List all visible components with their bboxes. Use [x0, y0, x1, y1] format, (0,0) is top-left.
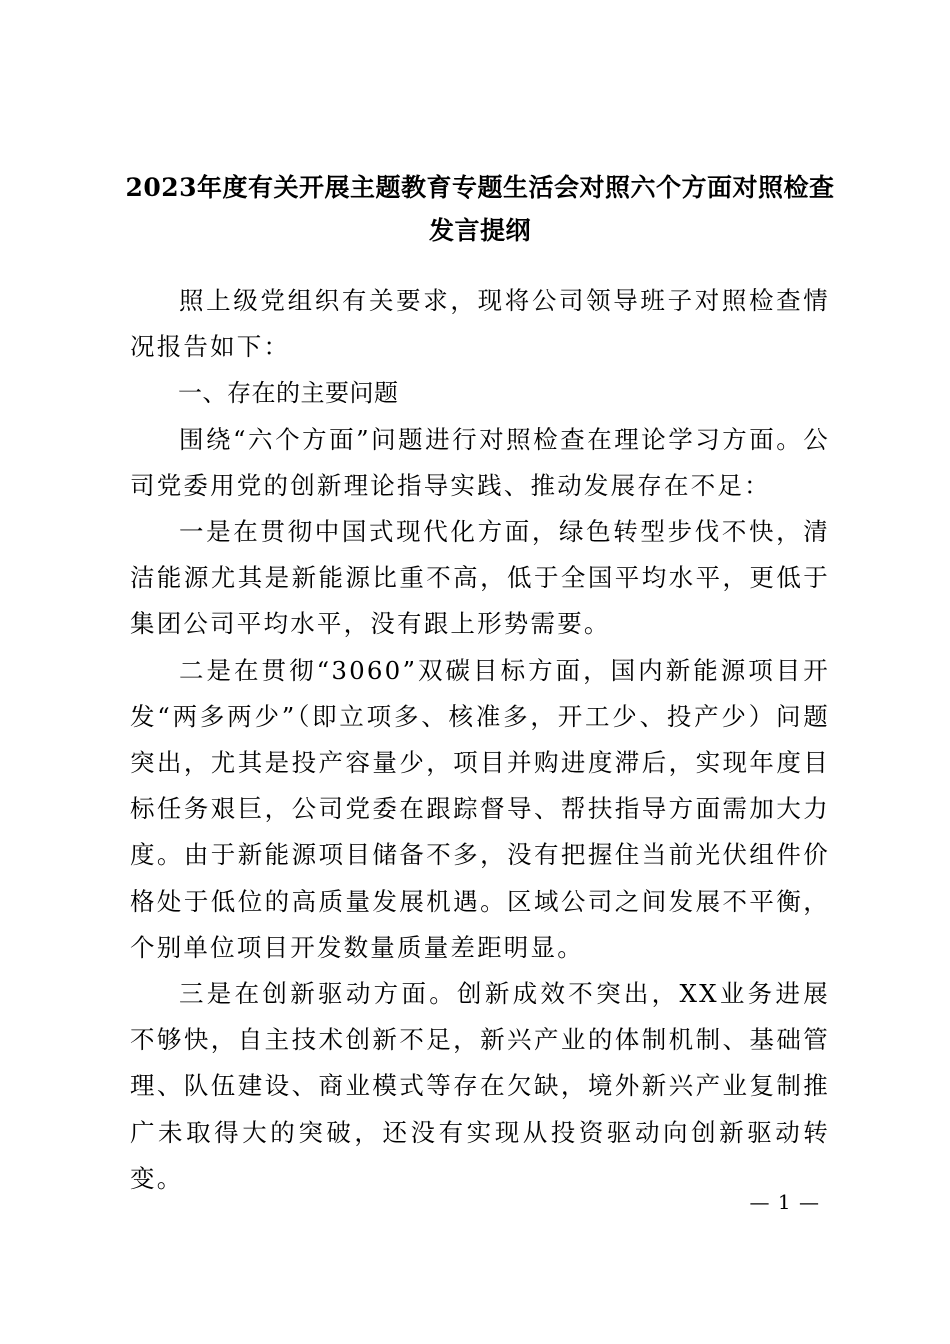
document-title: 2023年度有关开展主题教育专题生活会对照六个方面对照检查发言提纲 — [125, 173, 835, 245]
body-paragraph-1: 围绕“六个方面”问题进行对照检查在理论学习方面。公司党委用党的创新理论指导实践、推动发展存在不足： — [130, 424, 830, 500]
body-paragraph-4: 三是在创新驱动方面。创新成效不突出，XX业务进展不够快，自主技术创新不足，新兴产业的体制机制、基础管理、队伍建设、商业模式等存在欠缺，境外新兴产业复制推广未取得大的突破，还没有实现从投资驱动向创新驱动转变。 — [130, 979, 830, 1193]
section-heading: 一、存在的主要问题 — [178, 379, 399, 408]
intro-paragraph: 照上级党组织有关要求，现将公司领导班子对照检查情况报告如下： — [130, 286, 830, 362]
body-paragraph-2: 一是在贯彻中国式现代化方面，绿色转型步伐不快，清洁能源尤其是新能源比重不高，低于全国平均水平，更低于集团公司平均水平，没有跟上形势需要。 — [130, 517, 830, 639]
page-number: — 1 — — [749, 1190, 820, 1214]
body-paragraph-3: 二是在贯彻“3060”双碳目标方面，国内新能源项目开发“两多两少”（即立项多、核准多，开工少、投产少）问题突出，尤其是投产容量少，项目并购进度滞后，实现年度目标任务艰巨，公司党委在跟踪督导、帮扶指导方面需加大力度。由于新能源项目储备不多，没有把握住当前光伏组件价格处于低位的高质量发展机遇。区域公司之间发展不平衡，个别单位项目开发数量质量差距明显。 — [130, 655, 830, 962]
document-body — [130, 278, 830, 1202]
